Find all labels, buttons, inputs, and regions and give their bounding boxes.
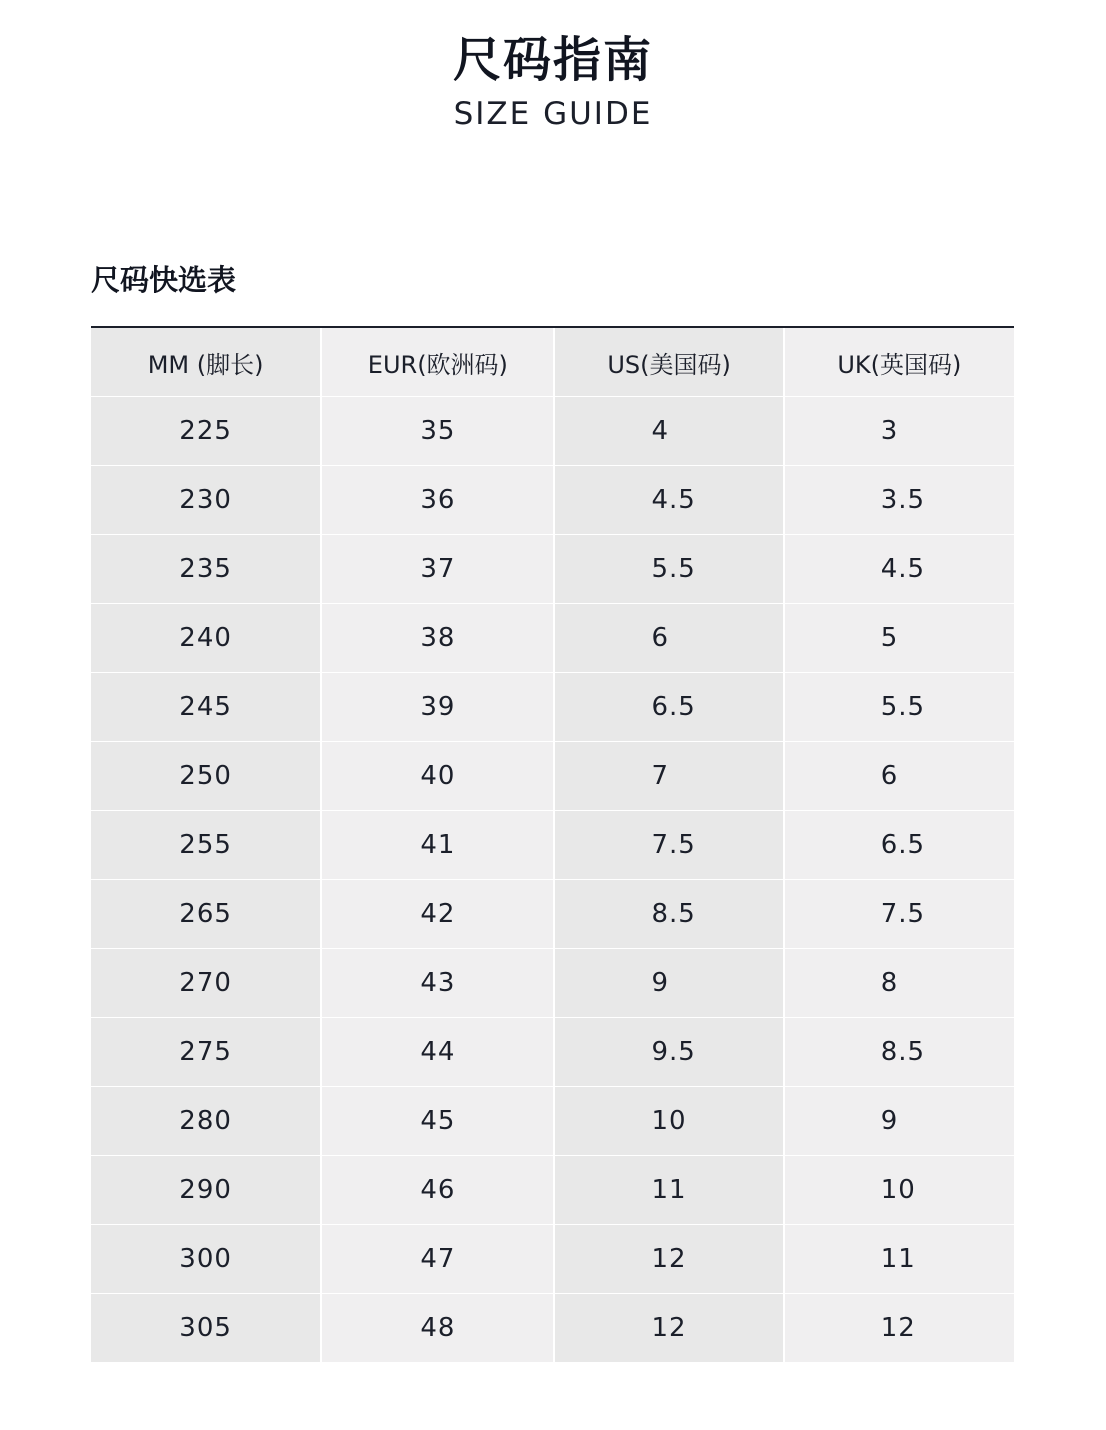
cell-us: 9.5: [554, 1018, 783, 1087]
table-row: [91, 466, 1014, 535]
cell-eur: 47: [321, 1225, 554, 1294]
cell-eur: 39: [321, 673, 554, 742]
cell-uk: 10: [784, 1156, 1014, 1225]
cell-eur: 45: [321, 1087, 554, 1156]
cell-us: 11: [554, 1156, 783, 1225]
column-header-eur: EUR(欧洲码): [321, 328, 554, 397]
cell-eur: 46: [321, 1156, 554, 1225]
cell-eur: 41: [321, 811, 554, 880]
page-title: 尺码指南: [452, 32, 653, 88]
table-row: [91, 949, 1014, 1018]
table-row: [91, 1156, 1014, 1225]
cell-uk: 6.5: [784, 811, 1014, 880]
cell-us: 8.5: [554, 880, 783, 949]
cell-uk: 6: [784, 742, 1014, 811]
table-row: [91, 811, 1014, 880]
cell-us: 10: [554, 1087, 783, 1156]
column-header-us: US(美国码): [554, 328, 783, 397]
cell-eur: 44: [321, 1018, 554, 1087]
cell-mm: 240: [91, 604, 321, 673]
size-table: [91, 328, 1014, 1363]
cell-uk: 12: [784, 1294, 1014, 1363]
cell-eur: 37: [321, 535, 554, 604]
table-row: [91, 673, 1014, 742]
cell-mm: 230: [91, 466, 321, 535]
cell-mm: 305: [91, 1294, 321, 1363]
column-header-mm: MM (脚长): [91, 328, 321, 397]
cell-uk: 5.5: [784, 673, 1014, 742]
cell-eur: 40: [321, 742, 554, 811]
cell-mm: 270: [91, 949, 321, 1018]
cell-us: 5.5: [554, 535, 783, 604]
table-row: [91, 604, 1014, 673]
cell-us: 6: [554, 604, 783, 673]
cell-mm: 265: [91, 880, 321, 949]
cell-us: 6.5: [554, 673, 783, 742]
table-row: [91, 1087, 1014, 1156]
cell-uk: 8.5: [784, 1018, 1014, 1087]
cell-mm: 225: [91, 397, 321, 466]
table-header-row: [91, 328, 1014, 397]
table-row: [91, 1018, 1014, 1087]
table-row: [91, 1225, 1014, 1294]
cell-mm: 255: [91, 811, 321, 880]
cell-uk: 8: [784, 949, 1014, 1018]
cell-mm: 280: [91, 1087, 321, 1156]
cell-eur: 36: [321, 466, 554, 535]
cell-eur: 38: [321, 604, 554, 673]
cell-mm: 245: [91, 673, 321, 742]
cell-uk: 9: [784, 1087, 1014, 1156]
cell-uk: 3: [784, 397, 1014, 466]
cell-uk: 4.5: [784, 535, 1014, 604]
page-header: [0, 28, 1106, 134]
size-table-container: [91, 326, 1014, 1363]
cell-us: 12: [554, 1294, 783, 1363]
table-row: [91, 535, 1014, 604]
cell-uk: 7.5: [784, 880, 1014, 949]
cell-mm: 250: [91, 742, 321, 811]
cell-us: 12: [554, 1225, 783, 1294]
table-row: [91, 397, 1014, 466]
cell-eur: 43: [321, 949, 554, 1018]
cell-us: 7: [554, 742, 783, 811]
cell-mm: 300: [91, 1225, 321, 1294]
cell-mm: 290: [91, 1156, 321, 1225]
cell-us: 4.5: [554, 466, 783, 535]
table-row: [91, 1294, 1014, 1363]
table-row: [91, 880, 1014, 949]
cell-us: 4: [554, 397, 783, 466]
cell-uk: 11: [784, 1225, 1014, 1294]
cell-mm: 235: [91, 535, 321, 604]
section-title: 尺码快选表: [91, 263, 237, 297]
cell-us: 7.5: [554, 811, 783, 880]
cell-eur: 35: [321, 397, 554, 466]
column-header-uk: UK(英国码): [784, 328, 1014, 397]
cell-uk: 3.5: [784, 466, 1014, 535]
cell-uk: 5: [784, 604, 1014, 673]
cell-mm: 275: [91, 1018, 321, 1087]
cell-eur: 42: [321, 880, 554, 949]
page-subtitle: SIZE GUIDE: [453, 96, 653, 132]
cell-us: 9: [554, 949, 783, 1018]
cell-eur: 48: [321, 1294, 554, 1363]
table-row: [91, 742, 1014, 811]
table-body: [91, 397, 1014, 1363]
